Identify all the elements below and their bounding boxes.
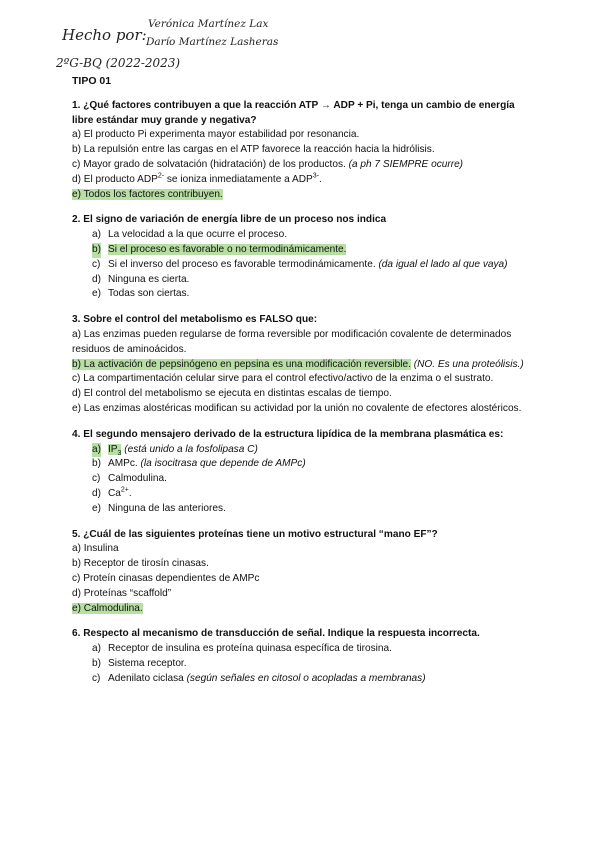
q2-option-e	[72, 287, 528, 302]
q4-option-c-text: Calmodulina.	[108, 473, 167, 485]
question-3-title: 3. Sobre el control del metabolismo es FALSO que:	[72, 314, 318, 326]
q4-option-d-letter: d)	[92, 487, 101, 499]
q1-option-d-charge-2: 3-	[312, 172, 319, 180]
q2-option-b-letter: b)	[92, 243, 101, 258]
q6-option-c	[72, 672, 528, 687]
q5-option-a: a) Insulina	[72, 543, 119, 555]
q2-option-a-letter: a)	[92, 229, 101, 241]
q6-option-a	[72, 642, 528, 657]
q2-option-b	[72, 243, 528, 258]
q4-option-a	[72, 443, 528, 458]
q6-option-c-text: Adenilato ciclasa	[108, 672, 184, 684]
question-6	[72, 627, 528, 686]
q2-option-b-text: Si el proceso es favorable o no termodinámicamente.	[108, 243, 347, 255]
question-3	[72, 313, 528, 417]
q3-option-d: d) El control del metabolismo se ejecuta en distintas escalas de tiempo.	[72, 388, 392, 400]
q4-option-a-highlight	[108, 444, 121, 455]
q3-option-b-highlight: b) La activación de pepsinógeno en pepsina es una modificación reversible.	[72, 358, 411, 370]
q5-option-e	[72, 602, 528, 617]
q4-option-b-letter: b)	[92, 458, 101, 470]
q4-option-d-text: Ca	[108, 487, 121, 499]
handwritten-prefix: Hecho por:	[62, 26, 147, 44]
q2-option-c-letter: c)	[92, 258, 101, 270]
q3-option-a: a) Las enzimas pueden regularse de forma reversible por modificación covalente de determinados residuos de aminoácidos.	[72, 328, 512, 355]
q3-option-c: c) La compartimentación celular sirve para el control efectivo/activo de la enzima o el sustrato.	[72, 373, 494, 385]
q1-option-e	[72, 188, 528, 203]
q4-option-e	[72, 502, 528, 517]
q4-option-c-letter: c)	[92, 473, 101, 485]
q4-option-d	[72, 487, 528, 502]
q2-option-e-letter: e)	[92, 288, 101, 300]
q4-option-a-note: (está unido a la fosfolipasa C)	[124, 443, 258, 455]
handwritten-author-1: Verónica Martínez Lax	[148, 18, 269, 30]
q2-option-d-text: Ninguna es cierta.	[108, 273, 190, 285]
question-4	[72, 428, 528, 517]
q4-option-d-charge: 2+	[120, 486, 129, 494]
question-5	[72, 528, 528, 617]
q2-option-c	[72, 258, 528, 273]
question-1	[72, 99, 528, 203]
q1-option-a: a) El producto Pi experimenta mayor estabilidad por resonancia.	[72, 129, 360, 141]
q4-option-a-text: IP	[108, 443, 118, 455]
q5-option-d: d) Proteínas “scaffold”	[72, 587, 172, 599]
q2-option-d-letter: d)	[92, 273, 101, 285]
document-body	[72, 74, 528, 697]
q6-option-b-text: Sistema receptor.	[108, 657, 187, 669]
q6-option-c-letter: c)	[92, 672, 101, 684]
handwritten-author-2: Darío Martínez Lasheras	[146, 36, 279, 48]
q1-option-d	[72, 173, 528, 188]
q2-option-a-text: La velocidad a la que ocurre el proceso.	[108, 229, 287, 241]
q1-option-d-text: d) El producto ADP	[72, 173, 158, 185]
q5-option-c: c) Proteín cinasas dependientes de AMPc	[72, 572, 260, 584]
q4-option-c	[72, 472, 528, 487]
question-4-title: 4. El segundo mensajero derivado de la estructura lipídica de la membrana plasmática es:	[72, 428, 504, 440]
q1-option-c-note: (a ph 7 SIEMPRE ocurre)	[348, 158, 464, 170]
q1-option-d-charge-1: 2-	[157, 172, 165, 180]
q1-option-c-text: c) Mayor grado de solvatación (hidratación) de los productos.	[72, 158, 346, 170]
question-1-title: 1. ¿Qué factores contribuyen a que la reacción ATP → ADP + Pi, tenga un cambio de energía libre estándar muy grande y negativa?	[72, 99, 515, 126]
q4-option-b	[72, 457, 528, 472]
q6-option-b	[72, 657, 528, 672]
q5-option-b: b) Receptor de tirosín cinasas.	[72, 558, 209, 570]
q4-option-b-text: AMPc.	[108, 458, 138, 470]
q2-option-a	[72, 228, 528, 243]
question-2	[72, 213, 528, 302]
q1-option-b: b) La repulsión entre las cargas en el ATP favorece la reacción hacia la hidrólisis.	[72, 144, 435, 156]
q4-option-d-end: .	[128, 487, 132, 499]
q2-option-d	[72, 273, 528, 288]
q3-option-e: e) Las enzimas alostéricas modifican su actividad por la unión no covalente de efectores alostéricos.	[72, 402, 522, 414]
q2-option-c-text: Si el inverso del proceso es favorable termodinámicamente.	[108, 258, 376, 270]
q3-option-b	[72, 358, 528, 373]
question-2-title: 2. El signo de variación de energía libre de un proceso nos indica	[72, 214, 387, 226]
q1-option-e-highlight: e) Todos los factores contribuyen.	[72, 188, 223, 200]
q5-option-e-highlight: e) Calmodulina.	[72, 602, 143, 614]
q1-option-d-text-2: se ioniza inmediatamente a ADP	[164, 173, 313, 185]
q4-option-b-note: (la isocitrasa que depende de AMPc)	[140, 458, 306, 470]
q4-option-e-text: Ninguna de las anteriores.	[108, 502, 226, 514]
q1-option-c	[72, 158, 528, 173]
q3-option-b-note: (NO. Es una proteólisis.)	[413, 358, 524, 370]
q1-option-d-end: .	[319, 173, 322, 185]
q6-option-a-text: Receptor de insulina es proteína quinasa específica de tirosina.	[108, 643, 392, 655]
q2-option-e-text: Todas son ciertas.	[108, 288, 190, 300]
q6-option-a-letter: a)	[92, 643, 101, 655]
q6-option-c-note: (según señales en citosol o acopladas a membranas)	[186, 672, 426, 684]
q4-option-e-letter: e)	[92, 502, 101, 514]
handwritten-course: 2ºG-BQ (2022-2023)	[56, 56, 181, 70]
q4-option-a-subscript: 3	[117, 449, 122, 457]
q4-option-a-letter: a)	[92, 443, 101, 458]
question-5-title: 5. ¿Cuál de las siguientes proteínas tiene un motivo estructural “mano EF”?	[72, 528, 438, 540]
doc-title: TIPO 01	[72, 75, 112, 87]
q2-option-c-note: (da igual el lado al que vaya)	[378, 258, 508, 270]
question-6-title: 6. Respecto al mecanismo de transducción de señal. Indique la respuesta incorrecta.	[72, 628, 480, 640]
q6-option-b-letter: b)	[92, 657, 101, 669]
